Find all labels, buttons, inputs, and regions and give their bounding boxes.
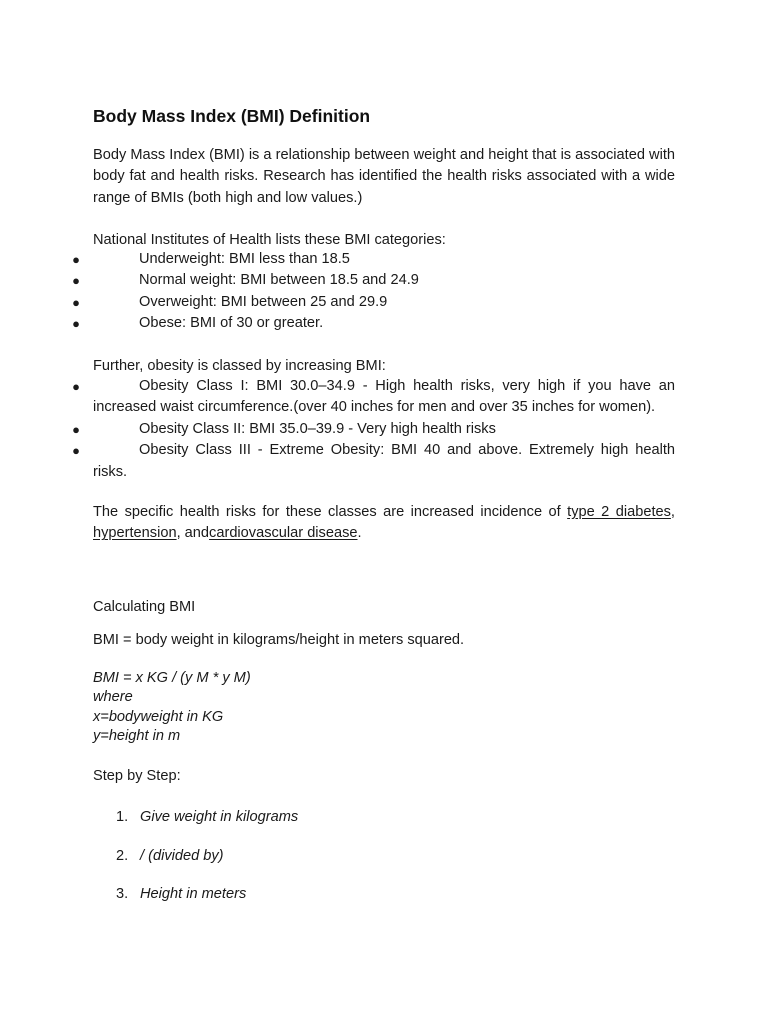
bullet-icon: ● xyxy=(72,421,80,437)
list-item: ● Underweight: BMI less than 18.5 xyxy=(93,249,675,270)
list-item: 1. Give weight in kilograms xyxy=(116,809,299,825)
bullet-icon: ● xyxy=(72,379,80,394)
list-item: 2. / (divided by) xyxy=(116,848,224,864)
health-risks-paragraph: The specific health risks for these classes are increased incidence of type 2 diabetes, hypertension, andcardiovascular disease. xyxy=(93,504,675,542)
formula-description: BMI = body weight in kilograms/height in meters squared. xyxy=(93,632,465,648)
steps-heading: Step by Step: xyxy=(93,768,181,784)
bullet-icon: ● xyxy=(72,252,80,267)
obesity-heading: Further, obesity is classed by increasing BMI: xyxy=(93,358,386,374)
formula-line: x=bodyweight in KG xyxy=(93,708,224,725)
calculating-bmi-heading: Calculating BMI xyxy=(93,599,196,615)
bullet-icon: ● xyxy=(72,294,80,310)
bullet-icon: ● xyxy=(72,316,80,332)
bullet-icon: ● xyxy=(72,273,80,289)
formula-line: y=height in m xyxy=(93,728,181,745)
page-title: Body Mass Index (BMI) Definition xyxy=(93,106,371,126)
list-item: ● Obesity Class II: BMI 35.0–39.9 - Very high health risks xyxy=(93,419,675,440)
list-item: ● Obesity Class I: BMI 30.0–34.9 - High health risks, very high if you have an increased waist circumference.(over 40 inches for men and over 35 inches for women). xyxy=(72,378,675,416)
steps-list xyxy=(116,0,616,1024)
list-item: ● Obesity Class III - Extreme Obesity: BMI 40 and above. Extremely high health risks. xyxy=(72,442,675,480)
list-item: ● Obese: BMI of 30 or greater. xyxy=(93,313,675,334)
list-item: ● Normal weight: BMI between 18.5 and 24.9 xyxy=(93,270,675,291)
categories-heading: National Institutes of Health lists these BMI categories: xyxy=(93,232,446,248)
list-item: ● Overweight: BMI between 25 and 29.9 xyxy=(93,292,675,313)
formula-line: where xyxy=(93,689,133,706)
formula-line: BMI = x KG / (y M * y M) xyxy=(93,670,251,686)
type-2-diabetes-link[interactable]: type 2 diabetes xyxy=(567,504,671,520)
intro-paragraph: Body Mass Index (BMI) is a relationship between weight and height that is associated with body fat and health risks. Research has identified the health risks associated with a wide range of BMIs (both high and low values.) xyxy=(93,147,675,206)
bullet-icon: ● xyxy=(72,443,80,459)
list-item: 3. Height in meters xyxy=(116,886,247,902)
cardiovascular-disease-link[interactable]: cardiovascular disease xyxy=(209,525,358,542)
hypertension-link[interactable]: hypertension xyxy=(93,525,177,542)
